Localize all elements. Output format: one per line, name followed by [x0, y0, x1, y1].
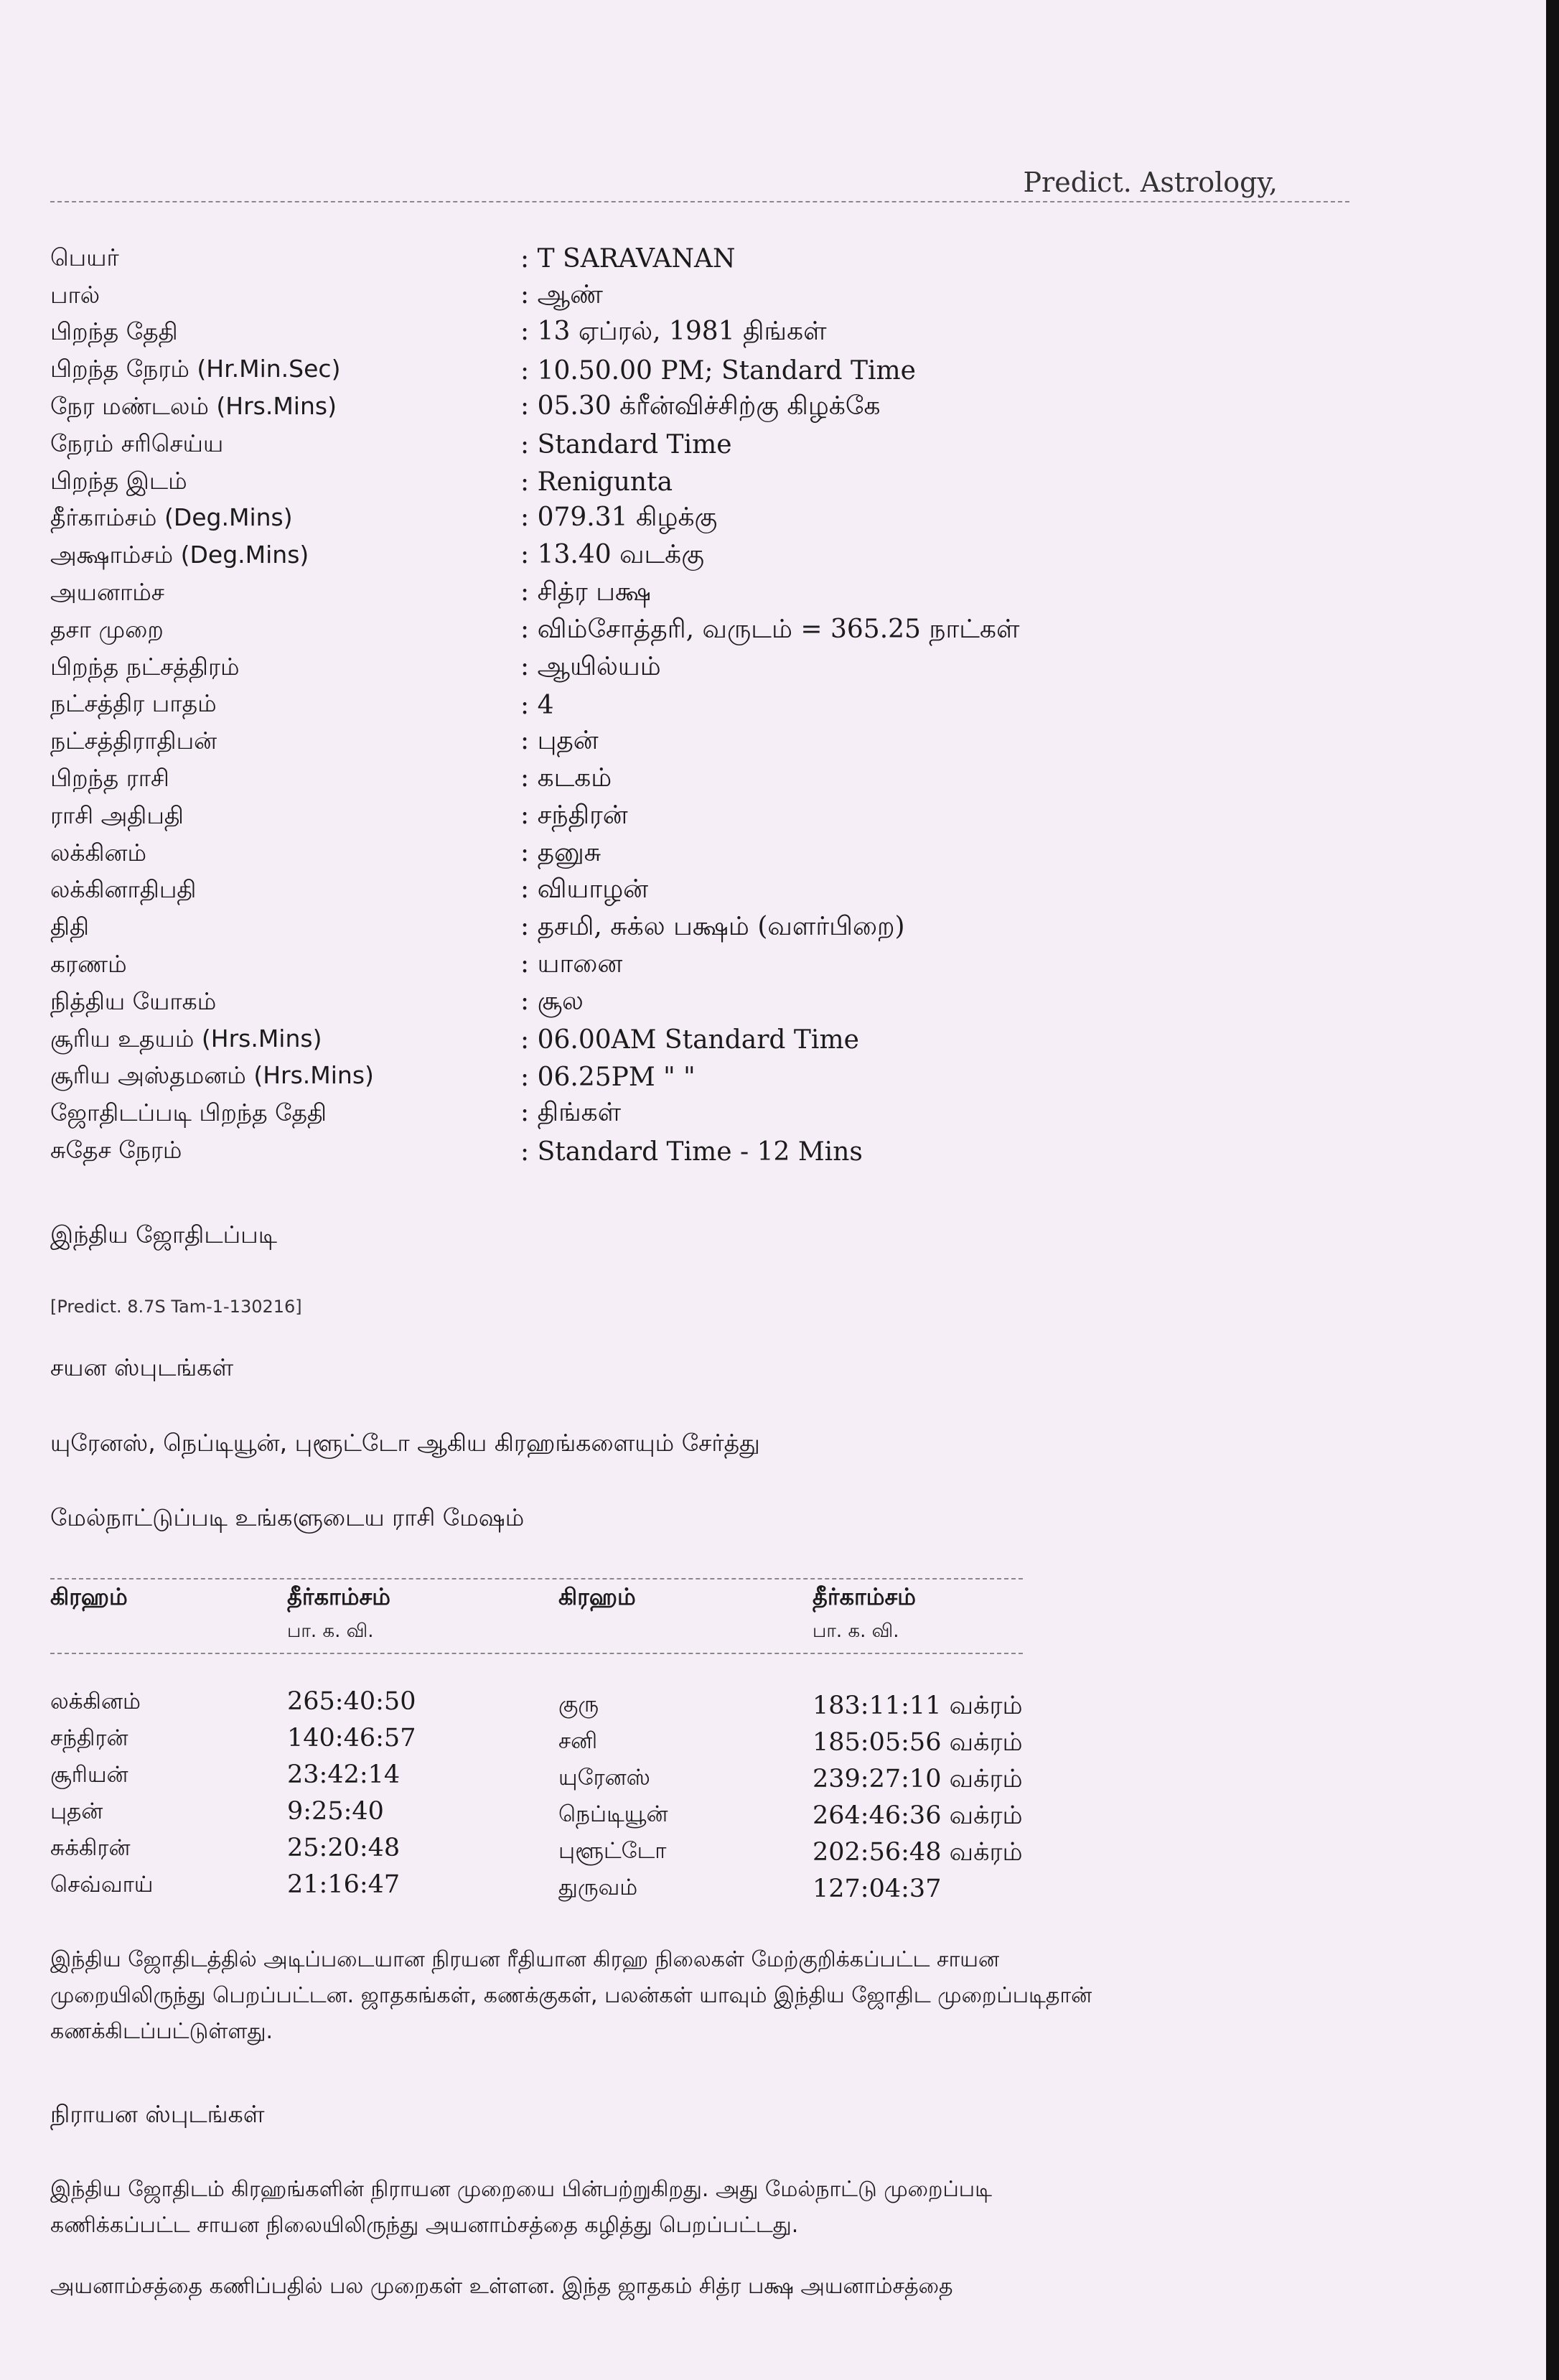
detail-row-time-zone — [50, 389, 1414, 426]
detail-row-local-time — [50, 1133, 1414, 1170]
detail-value: : 06.25PM " " — [520, 1062, 696, 1092]
detail-value: : திங்கள் — [520, 1098, 622, 1128]
detail-row-name — [50, 241, 1414, 278]
paragraph-line: கணிக்கப்பட்ட சாயன நிலையிலிருந்து அயனாம்சத்தை கழித்து பெறப்பட்டது. — [50, 2213, 799, 2238]
table-row-right-planet: நெப்டியூன் — [558, 1801, 668, 1827]
detail-value: : T SARAVANAN — [520, 244, 736, 274]
detail-label: பால் — [50, 280, 100, 309]
detail-row-time-correction — [50, 426, 1414, 464]
detail-value: : 13.40 வடக்கு — [520, 540, 704, 570]
detail-row-birth-time — [50, 352, 1414, 389]
th-longitude-2: தீர்காம்சம் — [813, 1583, 916, 1610]
detail-row-latitude — [50, 538, 1414, 575]
note-outer-planets: யுரேனஸ், நெப்டியூன், புளூட்டோ ஆகிய கிரஹங்களையும் சேர்த்து — [50, 1429, 760, 1457]
table-row-left-planet: புதன் — [50, 1798, 103, 1824]
detail-row-longitude — [50, 501, 1414, 538]
detail-value: : சித்ர பக்ஷ — [520, 577, 652, 607]
th-planet-1: கிரஹம் — [50, 1583, 128, 1610]
detail-row-ayanamsa — [50, 575, 1414, 612]
section-indian-heading: இந்திய ஜோதிடப்படி — [50, 1221, 277, 1249]
detail-value: : Renigunta — [520, 467, 673, 498]
table-row-right-planet: புளூட்டோ — [558, 1838, 667, 1864]
detail-label: நட்சத்திர பாதம் — [50, 689, 217, 718]
table-row-left-longitude: 140:46:57 — [287, 1724, 416, 1753]
detail-label: அக்ஷாம்சம் (Deg.Mins) — [50, 541, 309, 569]
detail-row-birth-star — [50, 650, 1414, 687]
detail-row-sunset — [50, 1059, 1414, 1096]
detail-value: : விம்சோத்தரி, வருடம் = 365.25 நாட்கள் — [520, 614, 1020, 644]
detail-row-star-pada — [50, 687, 1414, 724]
detail-value: : Standard Time - 12 Mins — [520, 1137, 863, 1167]
birth-details — [50, 241, 1414, 1170]
detail-row-nitya-yoga — [50, 984, 1414, 1022]
detail-row-astro-birth-day — [50, 1096, 1414, 1133]
detail-label: அயனாம்ச — [50, 578, 165, 607]
scan-edge — [1546, 0, 1559, 2380]
detail-value: : சந்திரன் — [520, 800, 628, 830]
detail-value: : தனுசு — [520, 837, 601, 867]
table-row-left-planet: செவ்வாய் — [50, 1872, 154, 1898]
detail-row-birth-place — [50, 464, 1414, 501]
section-sayana-heading: சயன ஸ்புடங்கள் — [50, 1353, 234, 1381]
table-row-left-longitude: 23:42:14 — [287, 1760, 401, 1789]
detail-label: கரணம் — [50, 950, 127, 979]
paragraph-ayanamsa: அயனாம்சத்தை கணிப்பதில் பல முறைகள் உள்ளன. இந்த ஜாதகம் சித்ர பக்ஷ அயனாம்சத்தை — [50, 2274, 953, 2299]
table-row-left-planet: லக்கினம் — [50, 1689, 141, 1714]
table-row-right-longitude: 183:11:11 வக்ரம் — [813, 1691, 1023, 1720]
detail-label: நேரம் சரிசெய்ய — [50, 429, 224, 457]
detail-label: தசா முறை — [50, 615, 164, 643]
table-top-rule — [50, 1578, 1023, 1579]
th-longitude-1: தீர்காம்சம் — [287, 1583, 390, 1610]
detail-value: : 10.50.00 PM; Standard Time — [520, 355, 916, 386]
detail-label: சூரிய அஸ்தமனம் (Hrs.Mins) — [50, 1061, 374, 1090]
table-row-right-planet: குரு — [558, 1691, 599, 1717]
table-row-right-longitude: 185:05:56 வக்ரம் — [813, 1728, 1023, 1757]
table-row-left-longitude: 9:25:40 — [287, 1797, 384, 1826]
th-planet-2: கிரஹம் — [558, 1583, 636, 1610]
th-sub-units-2: பா. க. வி. — [813, 1620, 899, 1642]
detail-value: : 4 — [520, 690, 554, 720]
detail-value: : தசமி, சுக்ல பக்ஷம் (வளர்பிறை) — [520, 912, 905, 942]
detail-row-lagna-lord — [50, 873, 1414, 910]
detail-label: நேர மண்டலம் (Hrs.Mins) — [50, 392, 337, 421]
detail-label: பெயர் — [50, 243, 119, 271]
section-nirayana-heading: நிராயன ஸ்புடங்கள் — [50, 2100, 265, 2128]
paragraph-line: இந்திய ஜோதிடத்தில் அடிப்படையான நிரயன ரீதியான கிரஹ நிலைகள் மேற்குறிக்கப்பட்ட சாயன — [50, 1947, 1000, 1972]
detail-row-rasi-lord — [50, 798, 1414, 836]
detail-value: : சூல — [520, 986, 584, 1016]
detail-label: பிறந்த தேதி — [50, 317, 178, 346]
detail-label: சுதேச நேரம் — [50, 1136, 182, 1165]
detail-value: : Standard Time — [520, 430, 732, 460]
table-row-right-planet: துருவம் — [558, 1875, 638, 1900]
table-row-right-longitude: 264:46:36 வக்ரம் — [813, 1801, 1023, 1830]
paragraph-line: முறையிலிருந்து பெறப்பட்டன. ஜாதகங்கள், கணக்குகள், பலன்கள் யாவும் இந்திய ஜோதிட முறைப்படிதான் — [50, 1983, 1092, 2008]
detail-row-karana — [50, 947, 1414, 984]
detail-row-birth-rasi — [50, 761, 1414, 798]
detail-value: : ஆண் — [520, 279, 603, 309]
detail-value: : ஆயில்யம் — [520, 651, 661, 681]
detail-label: ஜோதிடப்படி பிறந்த தேதி — [50, 1098, 327, 1127]
detail-value: : 13 ஏப்ரல், 1981 திங்கள் — [520, 317, 827, 347]
detail-label: பிறந்த நட்சத்திரம் — [50, 652, 240, 681]
table-row-right-planet: சனி — [558, 1728, 598, 1754]
detail-value: : கடகம் — [520, 763, 612, 793]
note-western-rasi: மேல்நாட்டுப்படி உங்களுடைய ராசி மேஷம் — [50, 1503, 525, 1531]
table-row-left-longitude: 25:20:48 — [287, 1834, 401, 1862]
detail-row-birth-date — [50, 315, 1414, 353]
paragraph-line: கணக்கிடப்பட்டுள்ளது. — [50, 2019, 273, 2044]
table-row-right-longitude: 239:27:10 வக்ரம் — [813, 1765, 1023, 1793]
detail-label: நித்திய யோகம் — [50, 986, 217, 1015]
paragraph-nirayana-basis — [50, 1942, 1092, 2050]
detail-label: சூரிய உதயம் (Hrs.Mins) — [50, 1024, 322, 1053]
detail-row-gender — [50, 278, 1414, 315]
detail-label: லக்கினம் — [50, 838, 147, 867]
detail-value: : 06.00AM Standard Time — [520, 1025, 859, 1055]
detail-label: பிறந்த ராசி — [50, 764, 169, 793]
table-row-right-planet: யுரேனஸ் — [558, 1765, 650, 1791]
detail-value: : புதன் — [520, 726, 599, 756]
detail-row-dasa-system — [50, 612, 1414, 650]
detail-label: பிறந்த நேரம் (Hr.Min.Sec) — [50, 355, 341, 383]
detail-row-lagna — [50, 836, 1414, 873]
detail-value: : யானை — [520, 949, 623, 979]
table-header-rule — [50, 1653, 1023, 1654]
table-row-right-longitude: 202:56:48 வக்ரம் — [813, 1838, 1023, 1867]
header-brand: Predict. Astrology, — [1023, 167, 1278, 198]
detail-label: லக்கினாதிபதி — [50, 875, 197, 904]
paragraph-nirayana-method — [50, 2172, 992, 2244]
detail-row-tithi — [50, 910, 1414, 947]
detail-value: : வியாழன் — [520, 874, 649, 905]
detail-value: : 05.30 க்ரீன்விச்சிற்கு கிழக்கே — [520, 391, 881, 421]
table-row-left-longitude: 21:16:47 — [287, 1870, 401, 1899]
paragraph-line: இந்திய ஜோதிடம் கிரஹங்களின் நிராயன முறையை பின்பற்றுகிறது. அது மேல்நாட்டு முறைப்படி — [50, 2177, 992, 2202]
detail-label: திதி — [50, 913, 90, 941]
table-row-left-planet: சூரியன் — [50, 1762, 128, 1788]
detail-row-sunrise — [50, 1022, 1414, 1059]
table-row-left-planet: சந்திரன் — [50, 1725, 128, 1751]
th-sub-units-1: பா. க. வி. — [287, 1620, 374, 1642]
header-divider — [50, 201, 1349, 202]
detail-label: நட்சத்திராதிபன் — [50, 727, 217, 755]
detail-row-star-lord — [50, 724, 1414, 761]
table-row-right-longitude: 127:04:37 — [813, 1875, 942, 1903]
detail-value: : 079.31 கிழக்கு — [520, 503, 718, 533]
detail-label: ராசி அதிபதி — [50, 801, 184, 829]
table-row-left-planet: சுக்கிரன் — [50, 1835, 131, 1861]
detail-label: தீர்காம்சம் (Deg.Mins) — [50, 503, 293, 532]
detail-label: பிறந்த இடம் — [50, 466, 187, 495]
version-tag: [Predict. 8.7S Tam-1-130216] — [50, 1297, 302, 1317]
table-row-left-longitude: 265:40:50 — [287, 1687, 416, 1716]
